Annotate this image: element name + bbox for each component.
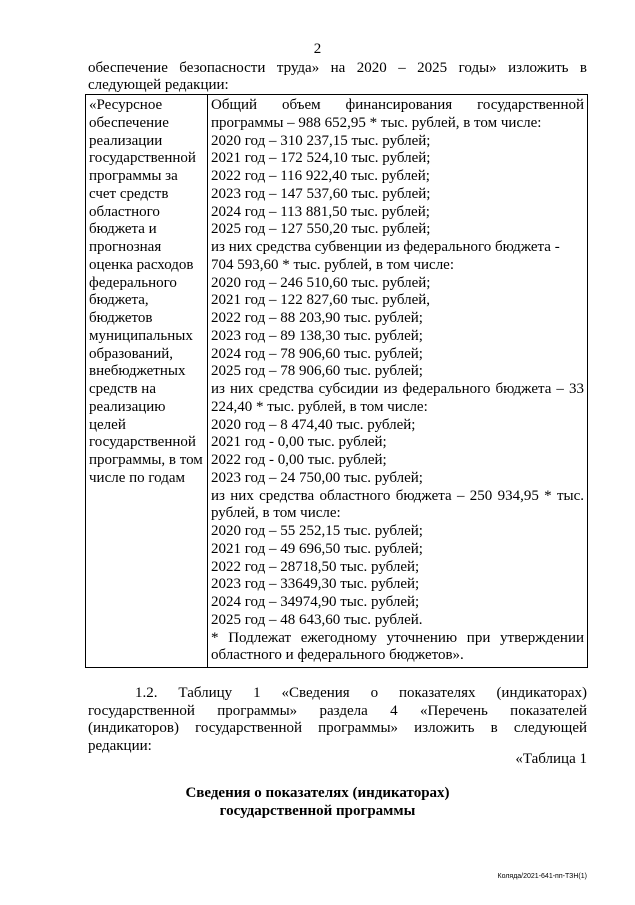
label-line: бюджета и	[89, 221, 157, 238]
label-line: целей	[89, 416, 126, 433]
amendment-paragraph	[88, 685, 587, 755]
heading-line-1: Сведения о показателях (индикаторах)	[185, 785, 450, 801]
label-line: обеспечение	[89, 114, 169, 131]
value-line: 2021 год – 172 524,10 тыс. рублей;	[211, 150, 431, 167]
label-line: оценка расходов	[89, 256, 194, 273]
label-line: счет средств	[89, 185, 169, 202]
value-line: рублей, в том числе:	[211, 505, 341, 522]
value-line: 2021 год – 49 696,50 тыс. рублей;	[211, 540, 423, 557]
label-line: программы за	[89, 168, 178, 184]
value-line: 2022 год - 0,00 тыс. рублей;	[211, 452, 387, 468]
label-line: средств на	[89, 381, 156, 397]
label-line: областного	[89, 203, 160, 220]
funding-label-cell	[86, 95, 208, 668]
label-line: «Ресурсное	[89, 97, 163, 113]
value-line: 2020 год – 310 237,15 тыс. рублей;	[211, 132, 431, 149]
value-line: 2024 год – 78 906,60 тыс. рублей;	[211, 345, 423, 362]
label-line: числе по годам	[89, 469, 186, 486]
intro-line-2: следующей редакции:	[88, 77, 229, 93]
label-line: реализацию	[89, 398, 166, 415]
value-line: 2023 год – 147 537,60 тыс. рублей;	[211, 185, 431, 202]
intro-text	[88, 60, 587, 94]
value-line: 2025 год – 78 906,60 тыс. рублей;	[211, 363, 423, 380]
label-line: бюджетов	[89, 310, 153, 326]
value-line: из них средства субвенции из федерального бюджета -	[211, 239, 560, 255]
table-label: «Таблица 1	[515, 751, 587, 767]
value-line: из них средства областного бюджета – 250 934,95 * тыс.	[211, 487, 584, 504]
label-line: реализации	[89, 132, 163, 149]
value-line: 2020 год – 246 510,60 тыс. рублей;	[211, 274, 431, 291]
label-line: муниципальных	[89, 327, 193, 344]
value-line: 2025 год – 127 550,20 тыс. рублей;	[211, 221, 431, 238]
value-line: 2020 год – 8 474,40 тыс. рублей;	[211, 416, 416, 433]
value-line: Общий объем финансирования государственной	[211, 97, 584, 113]
intro-line-1: обеспечение безопасности труда» на 2020 – 2025 годы» изложить в	[88, 60, 587, 76]
label-line: государственной	[89, 150, 196, 167]
label-line: программы, в том	[89, 452, 203, 468]
label-line: государственной	[89, 434, 196, 451]
value-line: 2023 год – 89 138,30 тыс. рублей;	[211, 327, 423, 344]
value-line: 2023 год – 33649,30 тыс. рублей;	[211, 576, 420, 593]
value-line: программы – 988 652,95 * тыс. рублей, в том числе:	[211, 114, 542, 131]
funding-value-cell	[208, 95, 588, 668]
value-line: 2023 год – 24 750,00 тыс. рублей;	[211, 469, 423, 486]
heading-line-2: государственной программы	[219, 803, 416, 819]
value-line: 2022 год – 88 203,90 тыс. рублей;	[211, 310, 423, 326]
value-line: из них средства субсидии из федерального бюджета – 33	[211, 381, 584, 397]
value-line: 2025 год – 48 643,60 тыс. рублей.	[211, 611, 423, 628]
paragraph-line: 1.2. Таблицу 1 «Сведения о показателях (индикаторах)	[135, 685, 587, 701]
value-line: 2024 год – 113 881,50 тыс. рублей;	[211, 203, 430, 220]
section-heading	[0, 784, 635, 820]
value-line: 2022 год – 116 922,40 тыс. рублей;	[211, 168, 430, 184]
paragraph-line: редакции:	[88, 737, 152, 754]
funding-table	[85, 94, 588, 668]
value-line: 2021 год - 0,00 тыс. рублей;	[211, 434, 387, 451]
label-line: прогнозная	[89, 239, 162, 255]
value-line: областного и федерального бюджетов».	[211, 647, 464, 664]
label-line: образований,	[89, 345, 174, 362]
label-line: внебюджетных	[89, 363, 186, 380]
value-line: 704 593,60 * тыс. рублей, в том числе:	[211, 256, 455, 273]
value-line: 2021 год – 122 827,60 тыс. рублей,	[211, 292, 431, 309]
value-line: * Подлежат ежегодному уточнению при утверждении	[211, 629, 584, 646]
table-row	[86, 95, 588, 668]
value-line: 2022 год – 28718,50 тыс. рублей;	[211, 558, 420, 575]
value-line: 224,40 * тыс. рублей, в том числе:	[211, 398, 428, 415]
page-number: 2	[313, 41, 322, 57]
label-line: федерального	[89, 274, 177, 291]
label-line: бюджета,	[89, 292, 149, 309]
value-line: 2024 год – 34974,90 тыс. рублей;	[211, 594, 420, 610]
paragraph-line: (индикаторов) государственной программы» изложить в следующей	[88, 720, 587, 736]
value-line: 2020 год – 55 252,15 тыс. рублей;	[211, 523, 423, 539]
paragraph-line: государственной программы» раздела 4 «Перечень показателей	[88, 702, 587, 719]
document-footer: Коляда/2021-641-пп-ТЗН(1)	[497, 873, 587, 880]
